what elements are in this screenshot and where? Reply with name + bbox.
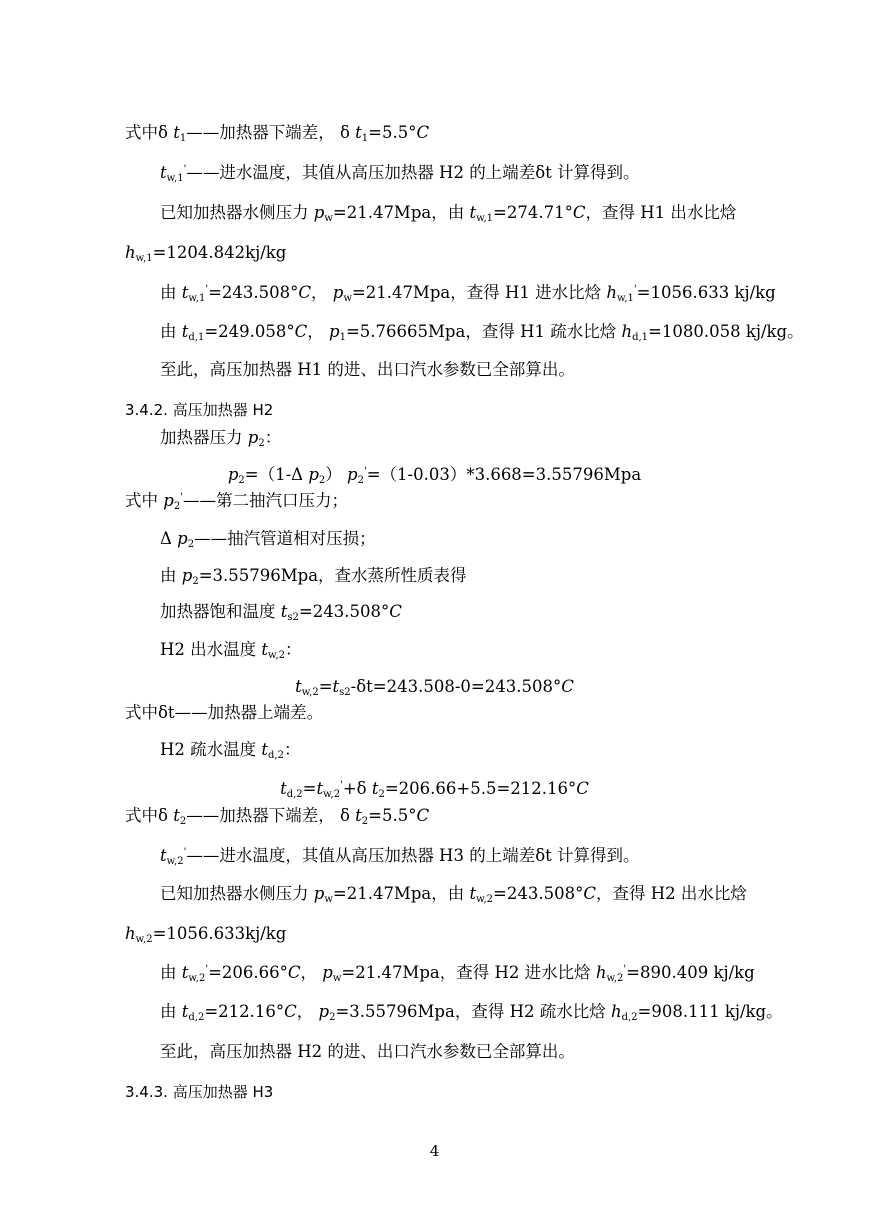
equation-p2: $p_2=(1-\Delta$ $p_2$） $p_2'=(1-0.03)*3.668=3.55796Mpa$ [227, 465, 642, 486]
text-line-3: 已知加热器水侧压力 $p_w=21.47Mpa$，由 $t_{w,1}=274.71^\circ C$，查得 H1 出水比焓 [160, 203, 737, 224]
text-line-15: H2 出水温度 $t_{w,2}$： [160, 640, 302, 661]
text-line-13: 由 $p_2=3.55796Mpa$，查水蒸所性质表得 [160, 566, 467, 587]
section-heading-h2: 3.4.2. 高压加热器 H2 [125, 401, 274, 419]
text-line-20: 式中δ $t_2——$加热器下端差， δ $t_2=5.5^\circ C$ [125, 806, 430, 827]
text-line-17: 式中δt——加热器上端差。 [125, 703, 324, 722]
text-line-9: 加热器压力 $p_2$： [160, 428, 282, 449]
equation-td2: $t_{d,2}=t_{w,2}'+\delta$ $t_2=206.66+5.5=212.16^\circ C$ [280, 779, 589, 800]
page-number: 4 [429, 1142, 440, 1160]
section-heading-h3: 3.4.3. 高压加热器 H3 [125, 1083, 274, 1101]
text-line-11: 式中 $p_2'——$第二抽汽口压力； [125, 491, 348, 512]
text-line-6: 由 $t_{d,1}=249.058^\circ C$， $p_1=5.76665Mpa$，查得 H1 疏水比焓 $h_{d,1}=1080.058$ kj/kg。 [160, 322, 804, 343]
text-line-1: 式中δ $t_1——$加热器下端差， δ $t_1=5.5^\circ C$ [125, 123, 430, 144]
equation-tw2: $t_{w,2}=t_{s2}-\delta t=243.508-0=243.508^\circ C$ [295, 677, 574, 698]
text-line-18: H2 疏水温度 $t_{d,2}$： [160, 740, 301, 761]
text-line-12: Δ $p_2——$抽汽管道相对压损； [160, 529, 376, 550]
text-line-21: $t_{w,2}'——$进水温度，其值从高压加热器 H3 的上端差δt 计算得到。 [160, 846, 640, 867]
text-line-7: 至此，高压加热器 H1 的进、出口汽水参数已全部算出。 [160, 360, 575, 379]
text-line-26: 至此，高压加热器 H2 的进、出口汽水参数已全部算出。 [160, 1042, 575, 1061]
text-line-4: $h_{w,1}=1204.842kj/kg$ [125, 243, 287, 264]
text-line-23: $h_{w,2}=1056.633kj/kg$ [125, 924, 287, 945]
text-line-2: $t_{w,1}'——$进水温度，其值从高压加热器 H2 的上端差δt 计算得到。 [160, 163, 640, 184]
text-line-22: 已知加热器水侧压力 $p_w=21.47Mpa$，由 $t_{w,2}=243.508^\circ C$，查得 H2 出水比焓 [160, 884, 747, 905]
text-line-14: 加热器饱和温度 $t_{s2}=243.508^\circ C$ [160, 602, 402, 623]
text-line-24: 由 $t_{w,2}'=206.66^\circ C$， $p_w=21.47Mpa$，查得 H2 进水比焓 $h_{w,2}'=890.409$ kj/kg [160, 963, 755, 984]
text-line-25: 由 $t_{d,2}=212.16^\circ C$， $p_2=3.55796Mpa$，查得 H2 疏水比焓 $h_{d,2}=908.111$ kj/kg。 [160, 1002, 783, 1023]
text-line-5: 由 $t_{w,1}'=243.508^\circ C$， $p_w=21.47Mpa$，查得 H1 进水比焓 $h_{w,1}'=1056.633$ kj/kg [160, 283, 776, 304]
